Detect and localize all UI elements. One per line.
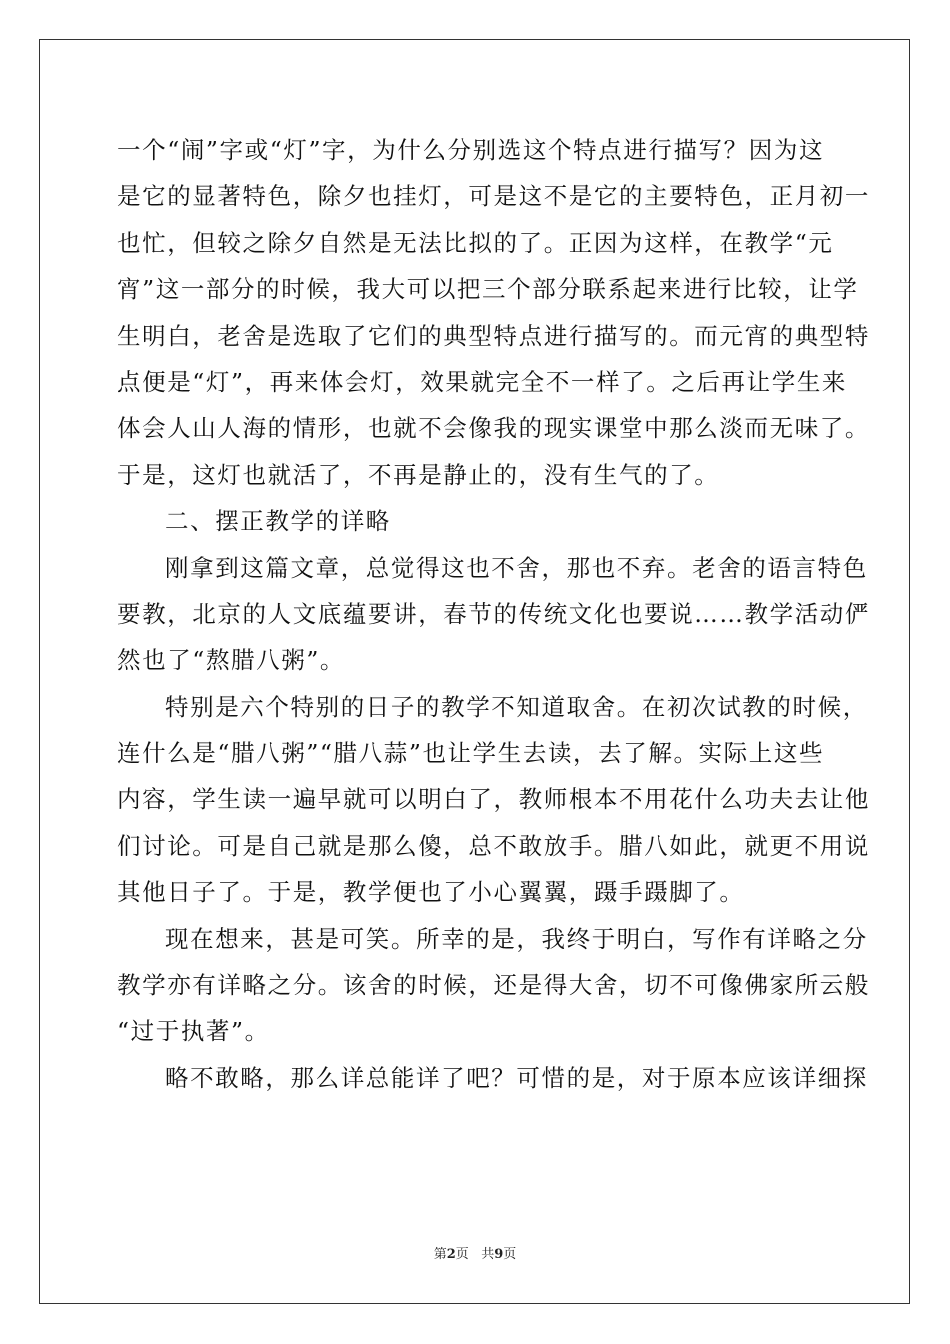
text-line: 内容，学生读一遍早就可以明白了，教师根本不用花什么功夫去让他 (117, 785, 870, 814)
text-line: 其他日子了。于是，教学便也了小心翼翼，蹑手蹑脚了。 (117, 878, 745, 907)
text-line: 现在想来，甚是可笑。所幸的是，我终于明白，写作有详略之分 (165, 924, 868, 953)
text-line: 体会人山人海的情形，也就不会像我的现实课堂中那么淡而无味了。 (117, 414, 870, 443)
page-footer (0, 1243, 950, 1262)
total-suffix: 页 (503, 1247, 517, 1262)
page-prefix: 第 (433, 1247, 447, 1262)
text-line: 于是，这灯也就活了，不再是静止的，没有生气的了。 (117, 460, 720, 489)
document-body (117, 127, 870, 1101)
text-line: 刚拿到这篇文章，总觉得这也不舍，那也不弃。老舍的语言特色 (165, 553, 868, 582)
text-line: “过于执著”。 (117, 1017, 270, 1046)
total-prefix: 共 (481, 1247, 495, 1262)
text-line: 连什么是“腊八粥”“腊八蒜”也让学生去读，去了解。实际上这些 (117, 739, 825, 768)
text-line: 要教，北京的人文底蕴要讲，春节的传统文化也要说……教学活动俨 (117, 599, 870, 628)
total-page-number: 9 (494, 1247, 504, 1262)
text-line: 一个“闹”字或“灯”字，为什么分别选这个特点进行描写？因为这 (117, 136, 825, 164)
text-line: 们讨论。可是自己就是那么傻，总不敢放手。腊八如此，就更不用说 (117, 831, 870, 860)
text-line: 然也了“熬腊八粥”。 (117, 646, 346, 675)
text-line: 特别是六个特别的日子的教学不知道取舍。在初次试教的时候， (165, 692, 868, 721)
text-line: 也忙，但较之除夕自然是无法比拟的了。正因为这样，在教学“元 (117, 228, 834, 257)
text-line: 教学亦有详略之分。该舍的时候，还是得大舍，切不可像佛家所云般 (117, 971, 870, 1000)
text-line: 宵”这一部分的时候，我大可以把三个部分联系起来进行比较，让学 (117, 275, 859, 304)
current-page-number: 2 (446, 1247, 456, 1262)
text-line: 生明白，老舍是选取了它们的典型特点进行描写的。而元宵的典型特 (117, 321, 870, 350)
section-heading: 二、摆正教学的详略 (165, 507, 391, 536)
text-line: 略不敢略，那么详总能详了吧？可惜的是，对于原本应该详细探 (165, 1063, 868, 1092)
text-line: 是它的显著特色，除夕也挂灯，可是这不是它的主要特色，正月初一 (117, 182, 870, 211)
text-line: 点便是“灯”，再来体会灯，效果就完全不一样了。之后再让学生来 (117, 367, 848, 396)
page-suffix: 页 (455, 1247, 469, 1262)
